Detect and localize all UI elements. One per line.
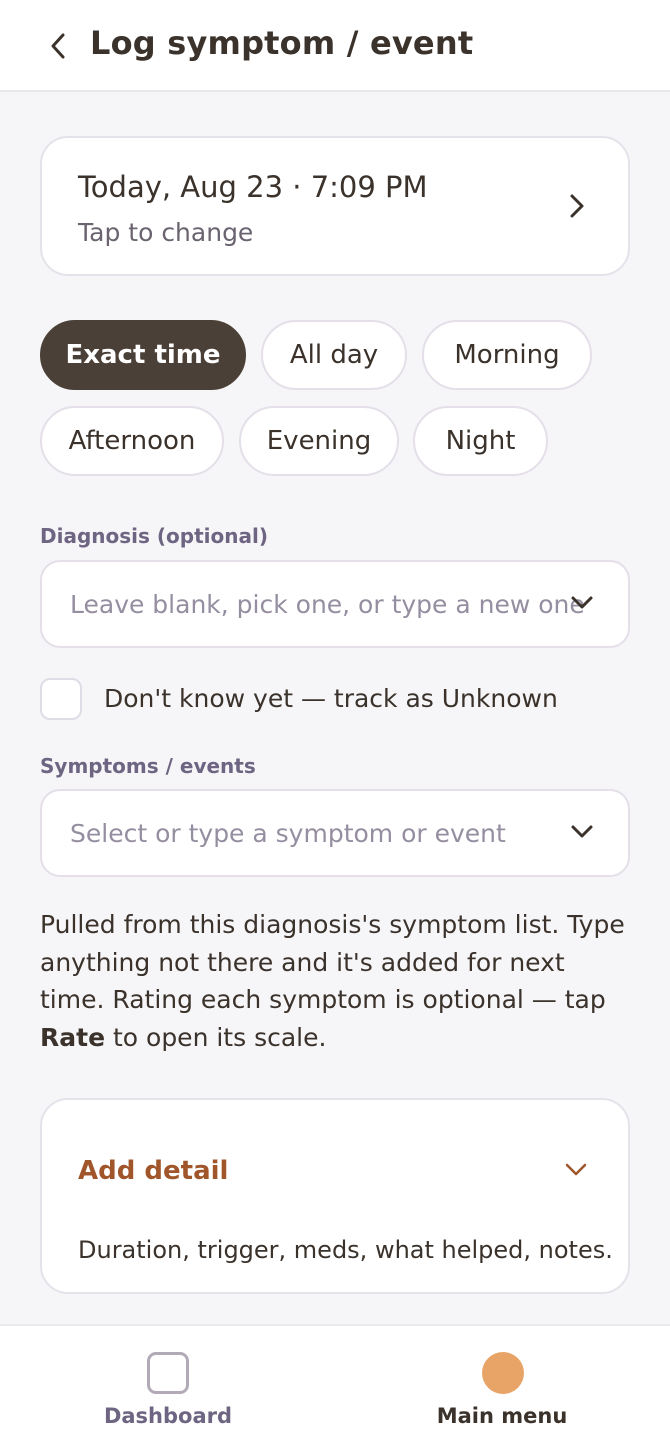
main-menu-icon (482, 1352, 524, 1394)
add-detail-title: Add detail (78, 1156, 229, 1186)
chevron-down-icon (570, 595, 594, 611)
dashboard-icon (147, 1352, 189, 1394)
nav-dashboard-label: Dashboard (103, 1404, 233, 1428)
datetime-picker-card[interactable] (40, 136, 630, 276)
symptoms-help-text: Pulled from this diagnosis's symptom list. Type anything not there and it's added for next time. Rating each symptom is optional — tap Rate to open its scale. (40, 910, 625, 1052)
add-detail-card[interactable] (40, 1098, 630, 1294)
page-title: Log symptom / event (90, 24, 474, 62)
bottom-nav (0, 1324, 670, 1452)
back-button[interactable] (40, 26, 76, 66)
datetime-value: Today, Aug 23 · 7:09 PM (78, 170, 428, 204)
rate-keyword: Rate (40, 1022, 106, 1052)
nav-main-menu-label: Main menu (436, 1404, 568, 1428)
symptoms-placeholder: Select or type a symptom or event (70, 819, 506, 848)
unknown-checkbox[interactable] (40, 678, 82, 720)
chevron-right-icon (568, 192, 586, 220)
chevron-down-icon (564, 1162, 588, 1178)
chevron-down-icon (570, 824, 594, 840)
unknown-checkbox-label[interactable]: Don't know yet — track as Unknown (104, 684, 558, 713)
chip-morning[interactable]: Morning (422, 320, 592, 390)
nav-dashboard[interactable] (58, 1326, 278, 1452)
chip-afternoon[interactable]: Afternoon (40, 406, 224, 476)
symptoms-select[interactable] (40, 789, 630, 877)
symptoms-label: Symptoms / events (40, 754, 256, 778)
chevron-left-icon (47, 31, 69, 61)
chip-evening[interactable]: Evening (239, 406, 399, 476)
chip-exact-time[interactable]: Exact time (40, 320, 246, 390)
diagnosis-select[interactable] (40, 560, 630, 648)
add-detail-description: Duration, trigger, meds, what helped, notes. (78, 1236, 613, 1264)
diagnosis-placeholder: Leave blank, pick one, or type a new one (70, 590, 585, 619)
nav-main-menu[interactable] (392, 1326, 612, 1452)
chip-night[interactable]: Night (413, 406, 548, 476)
datetime-hint: Tap to change (78, 218, 254, 247)
chip-all-day[interactable]: All day (261, 320, 407, 390)
diagnosis-label: Diagnosis (optional) (40, 524, 268, 548)
app-header (0, 0, 670, 92)
